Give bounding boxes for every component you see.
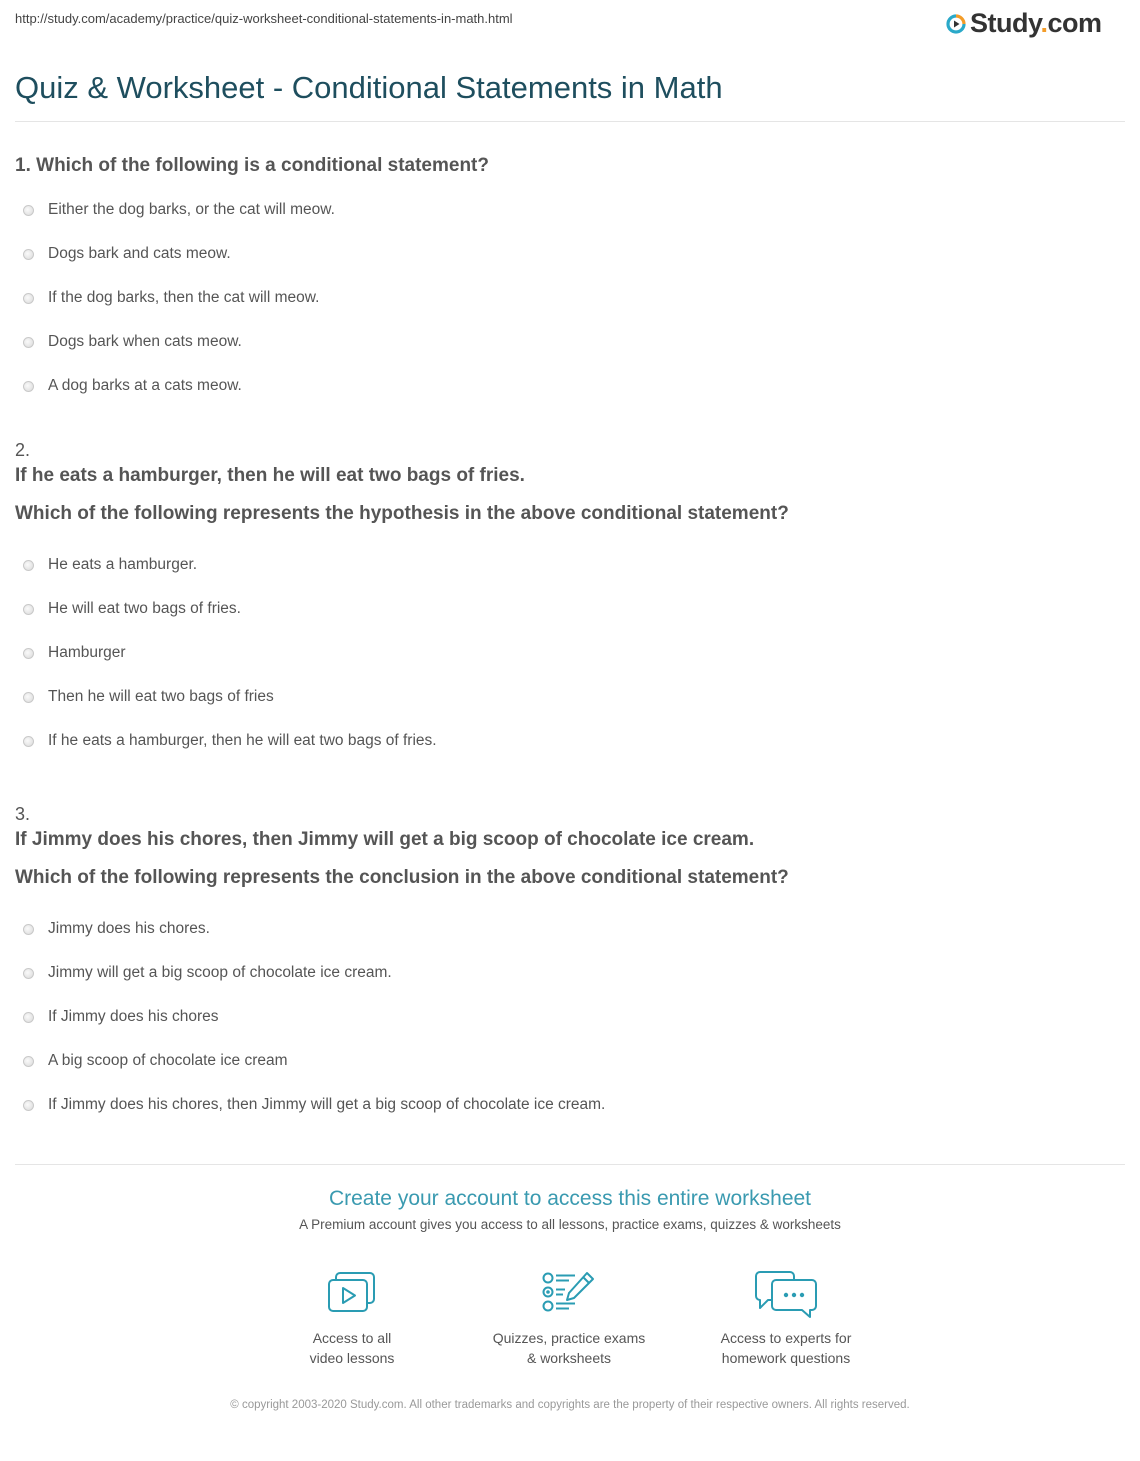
answer-option[interactable]: If Jimmy does his chores xyxy=(15,995,1125,1039)
radio-button[interactable] xyxy=(23,648,34,659)
answer-option[interactable]: Then he will eat two bags of fries xyxy=(15,675,1125,719)
cta-title-link[interactable]: Create your account to access this entire worksheet xyxy=(328,1187,812,1210)
answer-options xyxy=(15,543,1125,763)
question-number: 3. xyxy=(15,804,31,824)
answer-option[interactable]: Dogs bark when cats meow. xyxy=(15,320,1125,364)
answer-option[interactable]: If he eats a hamburger, then he will eat two bags of fries. xyxy=(15,719,1125,763)
answer-option[interactable]: Dogs bark and cats meow. xyxy=(15,232,1125,276)
radio-button[interactable] xyxy=(23,736,34,747)
answer-option[interactable]: Jimmy does his chores. xyxy=(15,907,1125,951)
study-com-logo[interactable] xyxy=(946,8,1102,39)
answer-options xyxy=(15,188,1125,408)
radio-button[interactable] xyxy=(23,293,34,304)
radio-button[interactable] xyxy=(23,924,34,935)
feature-experts xyxy=(686,1270,886,1368)
radio-button[interactable] xyxy=(23,1012,34,1023)
question-prompt: Which of the following represents the conclusion in the above conditional statement? xyxy=(15,867,789,888)
cta-subtitle: A Premium account gives you access to all lessons, practice exams, quizzes & worksheets xyxy=(299,1217,841,1232)
radio-button[interactable] xyxy=(23,692,34,703)
radio-button[interactable] xyxy=(23,1100,34,1111)
signup-cta xyxy=(0,1187,1140,1232)
radio-button[interactable] xyxy=(23,1056,34,1067)
play-circle-logo-icon xyxy=(946,14,966,34)
feature-label: Access to all video lessons xyxy=(309,1330,395,1366)
question-prompt: Which of the following represents the hypothesis in the above conditional statement? xyxy=(15,503,789,524)
radio-button[interactable] xyxy=(23,205,34,216)
question-statement: If Jimmy does his chores, then Jimmy will get a big scoop of chocolate ice cream. xyxy=(15,829,755,850)
quiz-checklist-icon xyxy=(469,1270,669,1314)
question-2 xyxy=(15,440,1125,763)
page-url: http://study.com/academy/practice/quiz-worksheet-conditional-statements-in-math.html xyxy=(15,11,513,26)
radio-button[interactable] xyxy=(23,560,34,571)
radio-button[interactable] xyxy=(23,381,34,392)
answer-option[interactable]: Either the dog barks, or the cat will meow. xyxy=(15,188,1125,232)
logo-text: Study.com xyxy=(970,8,1102,38)
radio-button[interactable] xyxy=(23,604,34,615)
answer-option[interactable]: If the dog barks, then the cat will meow. xyxy=(15,276,1125,320)
answer-option[interactable]: A big scoop of chocolate ice cream xyxy=(15,1039,1125,1083)
feature-label: Quizzes, practice exams & worksheets xyxy=(492,1330,646,1366)
question-statement: If he eats a hamburger, then he will eat two bags of fries. xyxy=(15,465,525,486)
divider xyxy=(15,121,1125,122)
question-1 xyxy=(15,155,1125,408)
answer-option[interactable]: He eats a hamburger. xyxy=(15,543,1125,587)
copyright-notice: © copyright 2003-2020 Study.com. All other trademarks and copyrights are the property of their respective owners. All rights reserved. xyxy=(230,1399,910,1411)
feature-quizzes xyxy=(469,1270,669,1368)
answer-option[interactable]: A dog barks at a cats meow. xyxy=(15,364,1125,408)
radio-button[interactable] xyxy=(23,249,34,260)
radio-button[interactable] xyxy=(23,968,34,979)
question-3 xyxy=(15,804,1125,1127)
answer-options xyxy=(15,907,1125,1127)
chat-bubbles-icon xyxy=(686,1270,886,1318)
question-prompt: 1. Which of the following is a conditional statement? xyxy=(15,155,489,176)
feature-label: Access to experts for homework questions xyxy=(720,1330,852,1366)
divider xyxy=(15,1164,1125,1165)
feature-video-lessons xyxy=(252,1270,452,1368)
answer-option[interactable]: Jimmy will get a big scoop of chocolate ice cream. xyxy=(15,951,1125,995)
question-number: 2. xyxy=(15,440,31,460)
video-lessons-icon xyxy=(252,1270,452,1314)
answer-option[interactable]: He will eat two bags of fries. xyxy=(15,587,1125,631)
answer-option[interactable]: Hamburger xyxy=(15,631,1125,675)
page-title: Quiz & Worksheet - Conditional Statements in Math xyxy=(15,70,723,105)
radio-button[interactable] xyxy=(23,337,34,348)
answer-option[interactable]: If Jimmy does his chores, then Jimmy will get a big scoop of chocolate ice cream. xyxy=(15,1083,1125,1127)
